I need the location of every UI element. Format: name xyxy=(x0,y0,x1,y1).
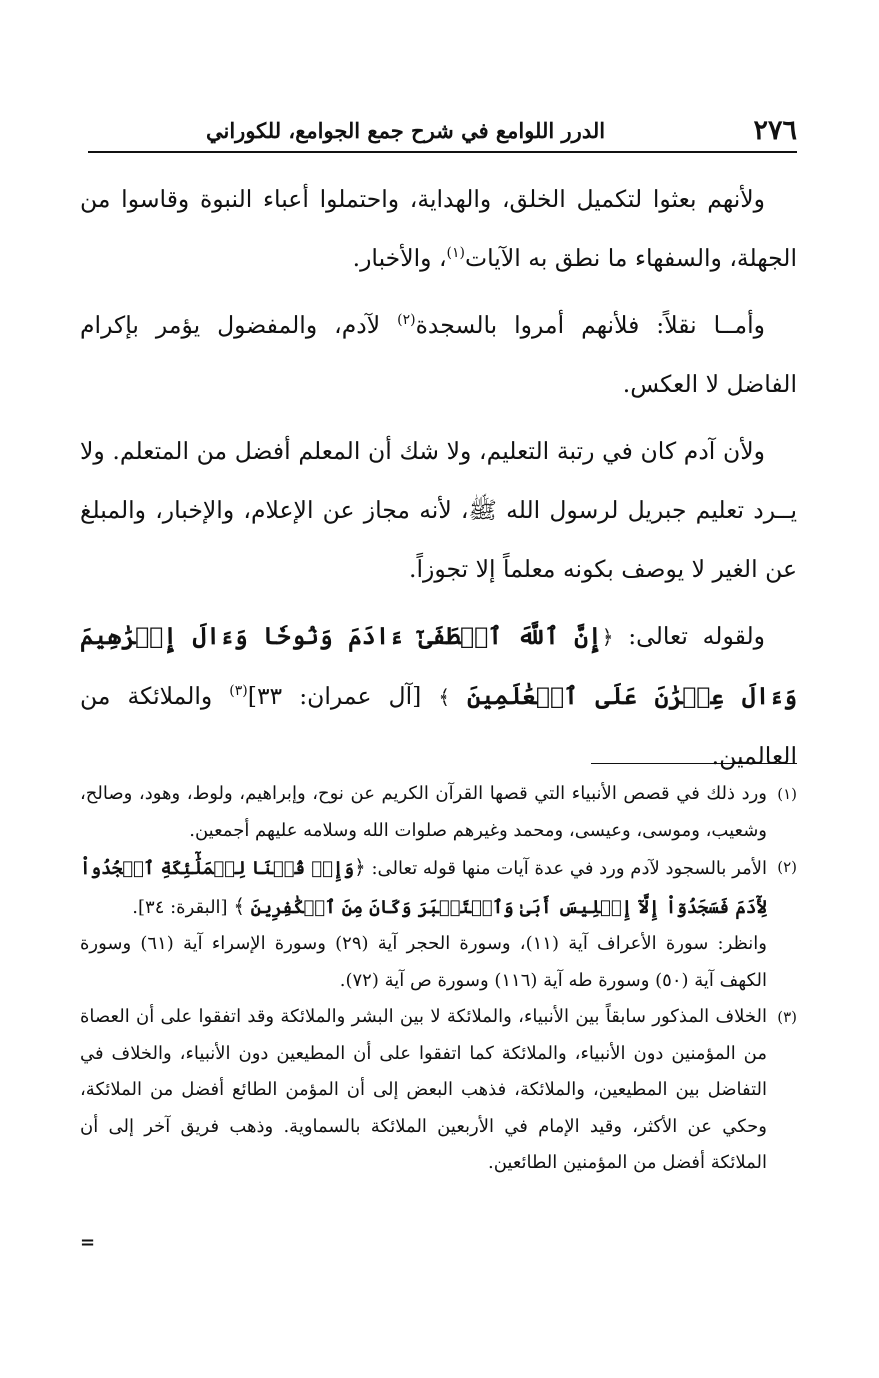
page-number: ٢٧٦ xyxy=(753,114,797,146)
page-header xyxy=(86,110,797,150)
text-run: لآدم، والمفضول يؤمر بإكرام الفاضل لا العكس. xyxy=(80,311,797,398)
text-run: ولقوله تعالى: xyxy=(613,622,765,650)
paragraph-1 xyxy=(80,170,797,288)
footnote-ref-3: (٣) xyxy=(229,683,248,700)
footnote-body xyxy=(80,999,767,1182)
quran-bracket-close: ﴾ xyxy=(438,685,451,709)
text-run: الأمر بالسجود لآدم ورد في عدة آيات منها قوله تعالى: xyxy=(365,858,767,879)
footnote-ref-1: (١) xyxy=(446,245,465,262)
quran-verse: وَإِذۡ قُلۡنَا لِلۡمَلَٰٓئِكَةِ ٱسۡجُدُواْ لِأٓدَمَ فَسَجَدُوٓاْ إِلَّآ إِبۡلِيسَ أَبَىٰ وَٱسۡتَكۡبَرَ وَكَانَ مِنَ ٱلۡكَٰفِرِينَ xyxy=(80,858,767,918)
footnote-body xyxy=(80,776,767,849)
header-rule xyxy=(88,151,797,153)
footnote-rule xyxy=(591,763,797,764)
running-title: الدرر اللوامع في شرح جمع الجوامع، للكوراني xyxy=(206,117,606,143)
main-text xyxy=(80,170,797,786)
paragraph-4 xyxy=(80,607,797,786)
quran-bracket-open: ﴿ xyxy=(354,855,366,879)
footnote-text-extra: وانظر: سورة الأعراف آية (١١)، وسورة الحجر آية (٢٩) وسورة الإسراء آية (٦١) وسورة الكهف آية (٥٠) وسورة طه آية (١١٦) وسورة ص آية (٧٢). xyxy=(80,933,767,991)
footnote-text: ورد ذلك في قصص الأنبياء التي قصها القرآن الكريم عن نوح، وإبراهيم، ولوط، وهود، وصالح، وشعيب، وموسى، وعيسى، ومحمد وغيرهم صلوات الله وسلامه عليهم أجمعين. xyxy=(80,783,767,841)
footnote-text: الخلاف المذكور سابقاً بين الأنبياء، والملائكة لا بين البشر والملائكة وقد اتفقوا على أن العصاة من المؤمنين دون الأنبياء، والملائكة كما اتفقوا على أن المطيعين دون الأنبياء، والخلاف في التفاضل بين المطيعين، والملائكة، فذهب البعض إلى أن المؤمن الطائع أفضل من الملائكة، وحكي عن الأكثر، وقيد الإمام في الأربعين الملائكة بالسماوية. وذهب فريق آخر إلى أن الملائكة أفضل من المؤمنين الطائعين. xyxy=(80,1006,767,1173)
text-run: والملائكة من العالمين. xyxy=(80,682,797,770)
verse-citation: [آل عمران: ٣٣] xyxy=(247,682,439,710)
continuation-mark: = xyxy=(80,1232,96,1253)
footnote-3 xyxy=(80,999,797,1182)
footnote-ref-2: (٢) xyxy=(397,312,416,329)
footnote-1 xyxy=(80,776,797,849)
quran-verse: إِنَّ ٱللَّهَ ٱصۡطَفَىٰٓ ءَادَمَ وَنُوحٗا وَءَالَ إِبۡرَٰهِيمَ وَءَالَ عِمۡرَٰنَ عَلَى ٱلۡعَٰلَمِينَ xyxy=(80,622,797,710)
footnote-number: (٣) xyxy=(777,1008,797,1026)
footnotes xyxy=(80,776,797,1182)
text-run: ولأنهم بعثوا لتكميل الخلق، والهداية، واحتملوا أعباء النبوة وقاسوا من الجهلة، والسفهاء ما نطق به الآيات xyxy=(80,185,797,272)
quran-bracket-open: ﴿ xyxy=(601,625,614,649)
text-run: ، والأخبار. xyxy=(352,244,447,272)
text-run: وأمــا نقلاً: فلأنهم أمروا بالسجدة xyxy=(415,311,766,339)
paragraph-3: ولأن آدم كان في رتبة التعليم، ولا شك أن المعلم أفضل من المتعلم. ولا يــرد تعليم جبريل لرسول الله ﷺ، لأنه مجاز عن الإعلام، والإخبار، والمبلغ عن الغير لا يوصف بكونه معلماً إلا تجوزاً. xyxy=(80,437,797,583)
footnote-number: (٢) xyxy=(777,858,797,876)
footnote-body xyxy=(80,849,767,999)
paragraph-2 xyxy=(80,296,797,414)
footnote-number: (١) xyxy=(777,785,797,803)
footnote-text xyxy=(80,849,767,926)
verse-citation: [البقرة: ٣٤]. xyxy=(132,896,234,918)
quran-bracket-close: ﴾ xyxy=(233,893,246,918)
footnote-2 xyxy=(80,849,797,999)
